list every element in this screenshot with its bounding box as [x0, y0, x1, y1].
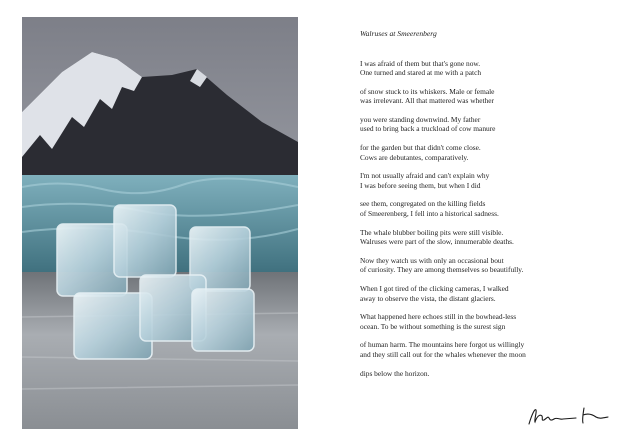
poem-line: What happened here echoes still in the bowhead-less [360, 312, 517, 322]
poem-line: away to observe the vista, the distant glaciers. [360, 293, 496, 303]
poem-line: and they still call out for the whales whenever the moon [360, 349, 526, 359]
poem-stanza [360, 340, 620, 359]
poem-line: I'm not usually afraid and can't explain why [360, 171, 490, 181]
poem-line: ocean. To be without something is the surest sign [360, 321, 506, 331]
ice-cubes [57, 205, 254, 359]
poem-stanza [360, 115, 620, 134]
photo-illustration [22, 17, 298, 429]
poem-line: One turned and stared at me with a patch [360, 68, 482, 77]
poem-line: was irrelevant. All that mattered was whether [360, 96, 495, 106]
poem-stanzas [360, 59, 620, 379]
poem-stanza [360, 312, 620, 331]
artwork-photo [22, 17, 298, 429]
poem-stanza [360, 284, 620, 303]
poem-stanza [360, 228, 620, 247]
poem-line: you were standing downwind. My father [360, 114, 481, 124]
poem-line: Now they watch us with only an occasional bout [360, 255, 504, 265]
poem-line: used to bring back a truckload of cow manure [360, 124, 496, 134]
poem-stanza [360, 199, 620, 218]
signature [526, 402, 610, 428]
poem-line: of curiosity. They are among themselves so beautifully. [360, 265, 524, 275]
poem-line: The whale blubber boiling pits were still visible. [360, 227, 504, 237]
poem-line: When I got tired of the clicking cameras, I walked [360, 284, 509, 293]
poem-stanza [360, 369, 620, 379]
poem-title: Walruses at Smeerenberg [360, 29, 437, 38]
poem-stanza [360, 256, 620, 275]
poem-stanza [360, 59, 620, 78]
poem-line: I was afraid of them but that's gone now. [360, 58, 481, 68]
poem-line: Walruses were part of the slow, innumerable deaths. [360, 237, 514, 247]
poem-stanza [360, 143, 620, 162]
poem-line: of snow stuck to its whiskers. Male or female [360, 86, 495, 96]
poem-line: dips below the horizon. [360, 368, 430, 378]
poem-stanza [360, 171, 620, 190]
poem-line: of human harm. The mountains here forgot us willingly [360, 340, 525, 350]
poem [360, 29, 620, 387]
poem-stanza [360, 87, 620, 106]
poem-line: of Smeerenberg, I fell into a historical sadness. [360, 208, 499, 218]
poem-line: I was before seeing them, but when I did [360, 180, 481, 190]
poem-line: for the garden but that didn't come close. [360, 143, 481, 153]
poem-line: see them, congregated on the killing fields [360, 199, 486, 209]
poem-line: Cows are debutantes, comparatively. [360, 152, 469, 162]
